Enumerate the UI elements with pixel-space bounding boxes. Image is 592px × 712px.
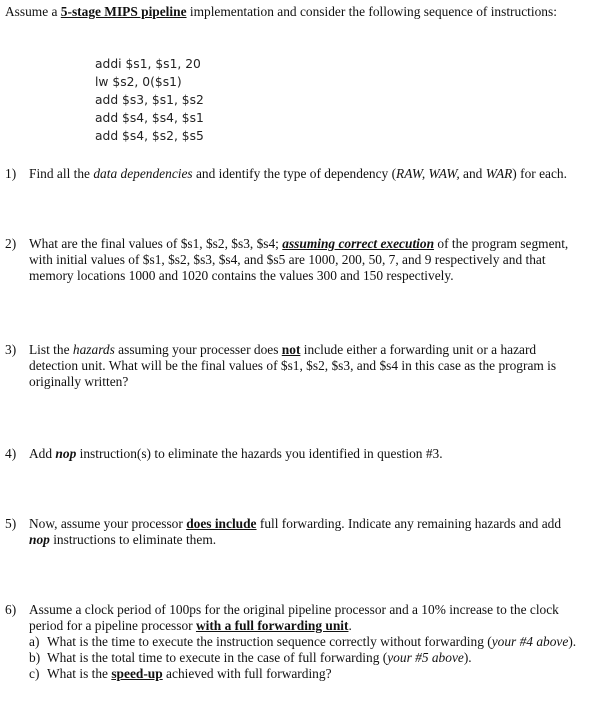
q2-text: What are the final values of $s1, $s2, $s3, $s4; <box>29 236 283 251</box>
question-text <box>29 236 585 284</box>
q1-text: and <box>459 166 486 181</box>
q1-text: and identify the type of dependency ( <box>192 166 397 181</box>
question-number: 2) <box>5 236 17 251</box>
subquestion-a <box>29 634 585 650</box>
question-number: 5) <box>5 516 17 531</box>
question-number: 4) <box>5 446 17 461</box>
q3-text: List the <box>29 342 73 357</box>
q5-does-include: does include <box>186 516 257 531</box>
q4-nop: nop <box>55 446 77 461</box>
q6c-text: achieved with full forwarding? <box>162 666 332 681</box>
q4-text: Add <box>29 446 56 461</box>
q3-hazards: hazards <box>72 342 115 357</box>
q5-text: Now, assume your processor <box>29 516 187 531</box>
instruction-line: add $s3, $s1, $s2 <box>95 93 204 107</box>
subquestion-text <box>47 650 585 666</box>
question-1 <box>5 166 585 182</box>
pipeline-emphasis: 5-stage MIPS pipeline <box>60 4 187 19</box>
question-5 <box>5 516 585 548</box>
q3-text: include either a forwarding unit or a hazard detection unit. What will be the final values of $s1, $s2, $s3, and $s4 in this case as the program is originally written? <box>29 342 557 389</box>
q1-text: ) for each. <box>512 166 567 181</box>
subquestion-b <box>29 650 585 666</box>
instruction-listing <box>95 55 204 145</box>
instruction-line: lw $s2, 0($s1) <box>95 75 182 89</box>
q6a-text: ). <box>568 634 577 649</box>
subquestion-label: a) <box>29 634 40 649</box>
instruction-line: addi $s1, $s1, 20 <box>95 57 201 71</box>
instruction-line: add $s4, $s2, $s5 <box>95 129 204 143</box>
question-text <box>29 342 585 390</box>
question-2 <box>5 236 585 284</box>
intro-paragraph <box>5 4 585 20</box>
question-text <box>29 446 585 462</box>
q6c-speed-up: speed-up <box>111 666 163 681</box>
q6a-reference: your #4 above <box>491 634 569 649</box>
question-number: 3) <box>5 342 17 357</box>
q1-data-dependencies: data dependencies <box>93 166 193 181</box>
question-text <box>29 166 585 182</box>
intro-text-end: implementation and consider the following sequence of instructions: <box>186 4 557 19</box>
q1-text: Find all the <box>29 166 94 181</box>
subquestion-text <box>47 634 585 650</box>
q5-text: instructions to eliminate them. <box>49 532 217 547</box>
q3-text: assuming your processer does <box>114 342 282 357</box>
q6b-text: What is the total time to execute in the case of full forwarding ( <box>47 650 388 665</box>
question-3 <box>5 342 585 390</box>
q2-text: of the program segment, with initial values of $s1, $s2, $s3, $s4, and $s5 are 1000, 200, 50, 7, and 9 respectively and that memory locations 1000 and 1020 contains the values 300 and 150 respectively. <box>29 236 569 283</box>
q6-text: Assume a clock period of 100ps for the original pipeline processor and a 10% increase to the clock period for a pipeline processor <box>29 602 559 633</box>
q1-raw-waw: RAW, WAW, <box>396 166 460 181</box>
q6b-reference: your #5 above <box>387 650 464 665</box>
q6-full-forwarding-unit: with a full forwarding unit <box>195 618 349 633</box>
q2-correct-execution: assuming correct execution <box>282 236 435 251</box>
q3-not: not <box>281 342 301 357</box>
q6b-text: ). <box>463 650 472 665</box>
q6c-text: What is the <box>47 666 112 681</box>
q5-nop: nop <box>29 532 50 547</box>
question-6 <box>5 602 585 682</box>
q1-war: WAR <box>485 166 513 181</box>
subquestion-c <box>29 666 585 682</box>
q6-text: . <box>348 618 352 633</box>
instruction-line: add $s4, $s4, $s1 <box>95 111 204 125</box>
intro-text-start: Assume a <box>5 4 61 19</box>
q6a-text: What is the time to execute the instruction sequence correctly without forwarding ( <box>47 634 492 649</box>
subquestion-label: b) <box>29 650 41 665</box>
question-number: 6) <box>5 602 17 617</box>
q5-text: full forwarding. Indicate any remaining hazards and add <box>256 516 562 531</box>
question-number: 1) <box>5 166 17 181</box>
question-4 <box>5 446 585 462</box>
question-text <box>29 602 585 634</box>
subquestion-label: c) <box>29 666 40 681</box>
q4-text: instruction(s) to eliminate the hazards you identified in question #3. <box>76 446 443 461</box>
subquestion-text <box>47 666 585 682</box>
question-text <box>29 516 585 548</box>
